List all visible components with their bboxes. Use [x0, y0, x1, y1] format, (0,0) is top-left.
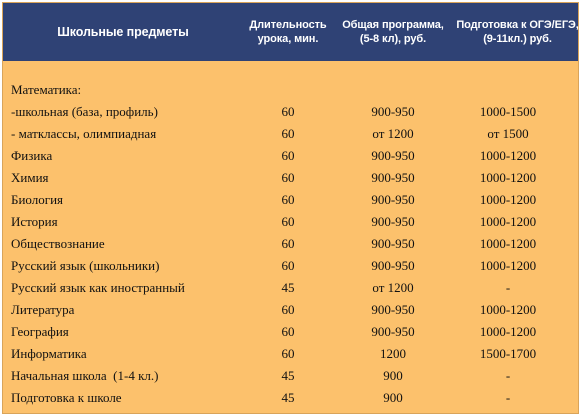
- table-row: [3, 387, 578, 409]
- general-price-cell: от 1200: [372, 126, 414, 141]
- general-price-cell: от 1200: [372, 280, 414, 295]
- price-table: [2, 2, 579, 414]
- exam-price-cell: 1000-1200: [479, 170, 537, 185]
- section-title: Математика:: [11, 82, 82, 97]
- table-row: [3, 343, 578, 365]
- section-title-row: [3, 79, 578, 101]
- general-price-cell: 900-950: [371, 170, 415, 185]
- subject-cell: Биология: [11, 192, 64, 207]
- exam-price-cell: 1000-1200: [479, 302, 537, 317]
- general-price-cell: 900-950: [371, 302, 415, 317]
- exam-price-cell: от 1500: [487, 126, 529, 141]
- subject-cell: Русский язык (школьники): [11, 258, 160, 273]
- duration-cell: 60: [281, 236, 295, 251]
- subject-cell: Подготовка к школе: [11, 390, 122, 405]
- table-row: [3, 321, 578, 343]
- table-row: [3, 123, 578, 145]
- general-price-cell: 900-950: [371, 258, 415, 273]
- subject-cell: Обществознание: [11, 236, 105, 251]
- duration-cell: 60: [281, 346, 295, 361]
- duration-cell: 60: [281, 324, 295, 339]
- table-row: [3, 365, 578, 387]
- exam-price-cell: 1000-1200: [479, 192, 537, 207]
- header-exam-prep: Подготовка к ОГЭ/ЕГЭ, (9-11кл.) руб.: [456, 19, 579, 45]
- subject-cell: Информатика: [11, 346, 87, 361]
- table-row: [3, 145, 578, 167]
- table-row: [3, 299, 578, 321]
- exam-price-cell: 1000-1200: [479, 148, 537, 163]
- general-price-cell: 900-950: [371, 324, 415, 339]
- duration-cell: 60: [281, 192, 295, 207]
- exam-price-cell: 1000-1200: [479, 324, 537, 339]
- exam-price-cell: 1000-1200: [479, 214, 537, 229]
- exam-price-cell: -: [505, 368, 511, 383]
- exam-price-cell: -: [505, 280, 511, 295]
- duration-cell: 45: [281, 368, 295, 383]
- duration-cell: 60: [281, 170, 295, 185]
- table-row: [3, 277, 578, 299]
- subject-cell: География: [11, 324, 69, 339]
- header-subjects: Школьные предметы: [57, 25, 189, 39]
- subject-cell: Химия: [11, 170, 49, 185]
- duration-cell: 60: [281, 126, 295, 141]
- subject-cell: -школьная (база, профиль): [11, 104, 158, 119]
- duration-cell: 60: [281, 258, 295, 273]
- subject-cell: Русский язык как иностранный: [11, 280, 185, 295]
- subject-cell: - матклассы, олимпиадная: [11, 126, 157, 141]
- exam-price-cell: 1000-1500: [479, 104, 537, 119]
- exam-price-cell: 1000-1200: [479, 258, 537, 273]
- table-row: [3, 101, 578, 123]
- table-row: [3, 167, 578, 189]
- general-price-cell: 900: [383, 368, 403, 383]
- exam-price-cell: 1000-1200: [479, 236, 537, 251]
- subject-cell: Физика: [11, 148, 53, 163]
- table-row: [3, 233, 578, 255]
- exam-price-cell: 1500-1700: [479, 346, 537, 361]
- general-price-cell: 1200: [380, 346, 406, 361]
- header-duration: Длительность урока, мин.: [249, 19, 327, 45]
- table-row: [3, 255, 578, 277]
- exam-price-cell: -: [505, 390, 511, 405]
- table-row: [3, 211, 578, 233]
- subject-cell: Литература: [11, 302, 75, 317]
- general-price-cell: 900-950: [371, 192, 415, 207]
- general-price-cell: 900-950: [371, 104, 415, 119]
- table-header: [3, 3, 578, 61]
- subject-cell: Начальная школа (1-4 кл.): [11, 368, 159, 383]
- subject-cell: История: [11, 214, 58, 229]
- header-general-program: Общая программа, (5-8 кл), руб.: [342, 19, 444, 45]
- general-price-cell: 900-950: [371, 148, 415, 163]
- duration-cell: 45: [281, 280, 295, 295]
- duration-cell: 60: [281, 214, 295, 229]
- duration-cell: 45: [281, 390, 295, 405]
- table-row: [3, 189, 578, 211]
- duration-cell: 60: [281, 104, 295, 119]
- general-price-cell: 900: [383, 390, 403, 405]
- duration-cell: 60: [281, 148, 295, 163]
- general-price-cell: 900-950: [371, 236, 415, 251]
- general-price-cell: 900-950: [371, 214, 415, 229]
- duration-cell: 60: [281, 302, 295, 317]
